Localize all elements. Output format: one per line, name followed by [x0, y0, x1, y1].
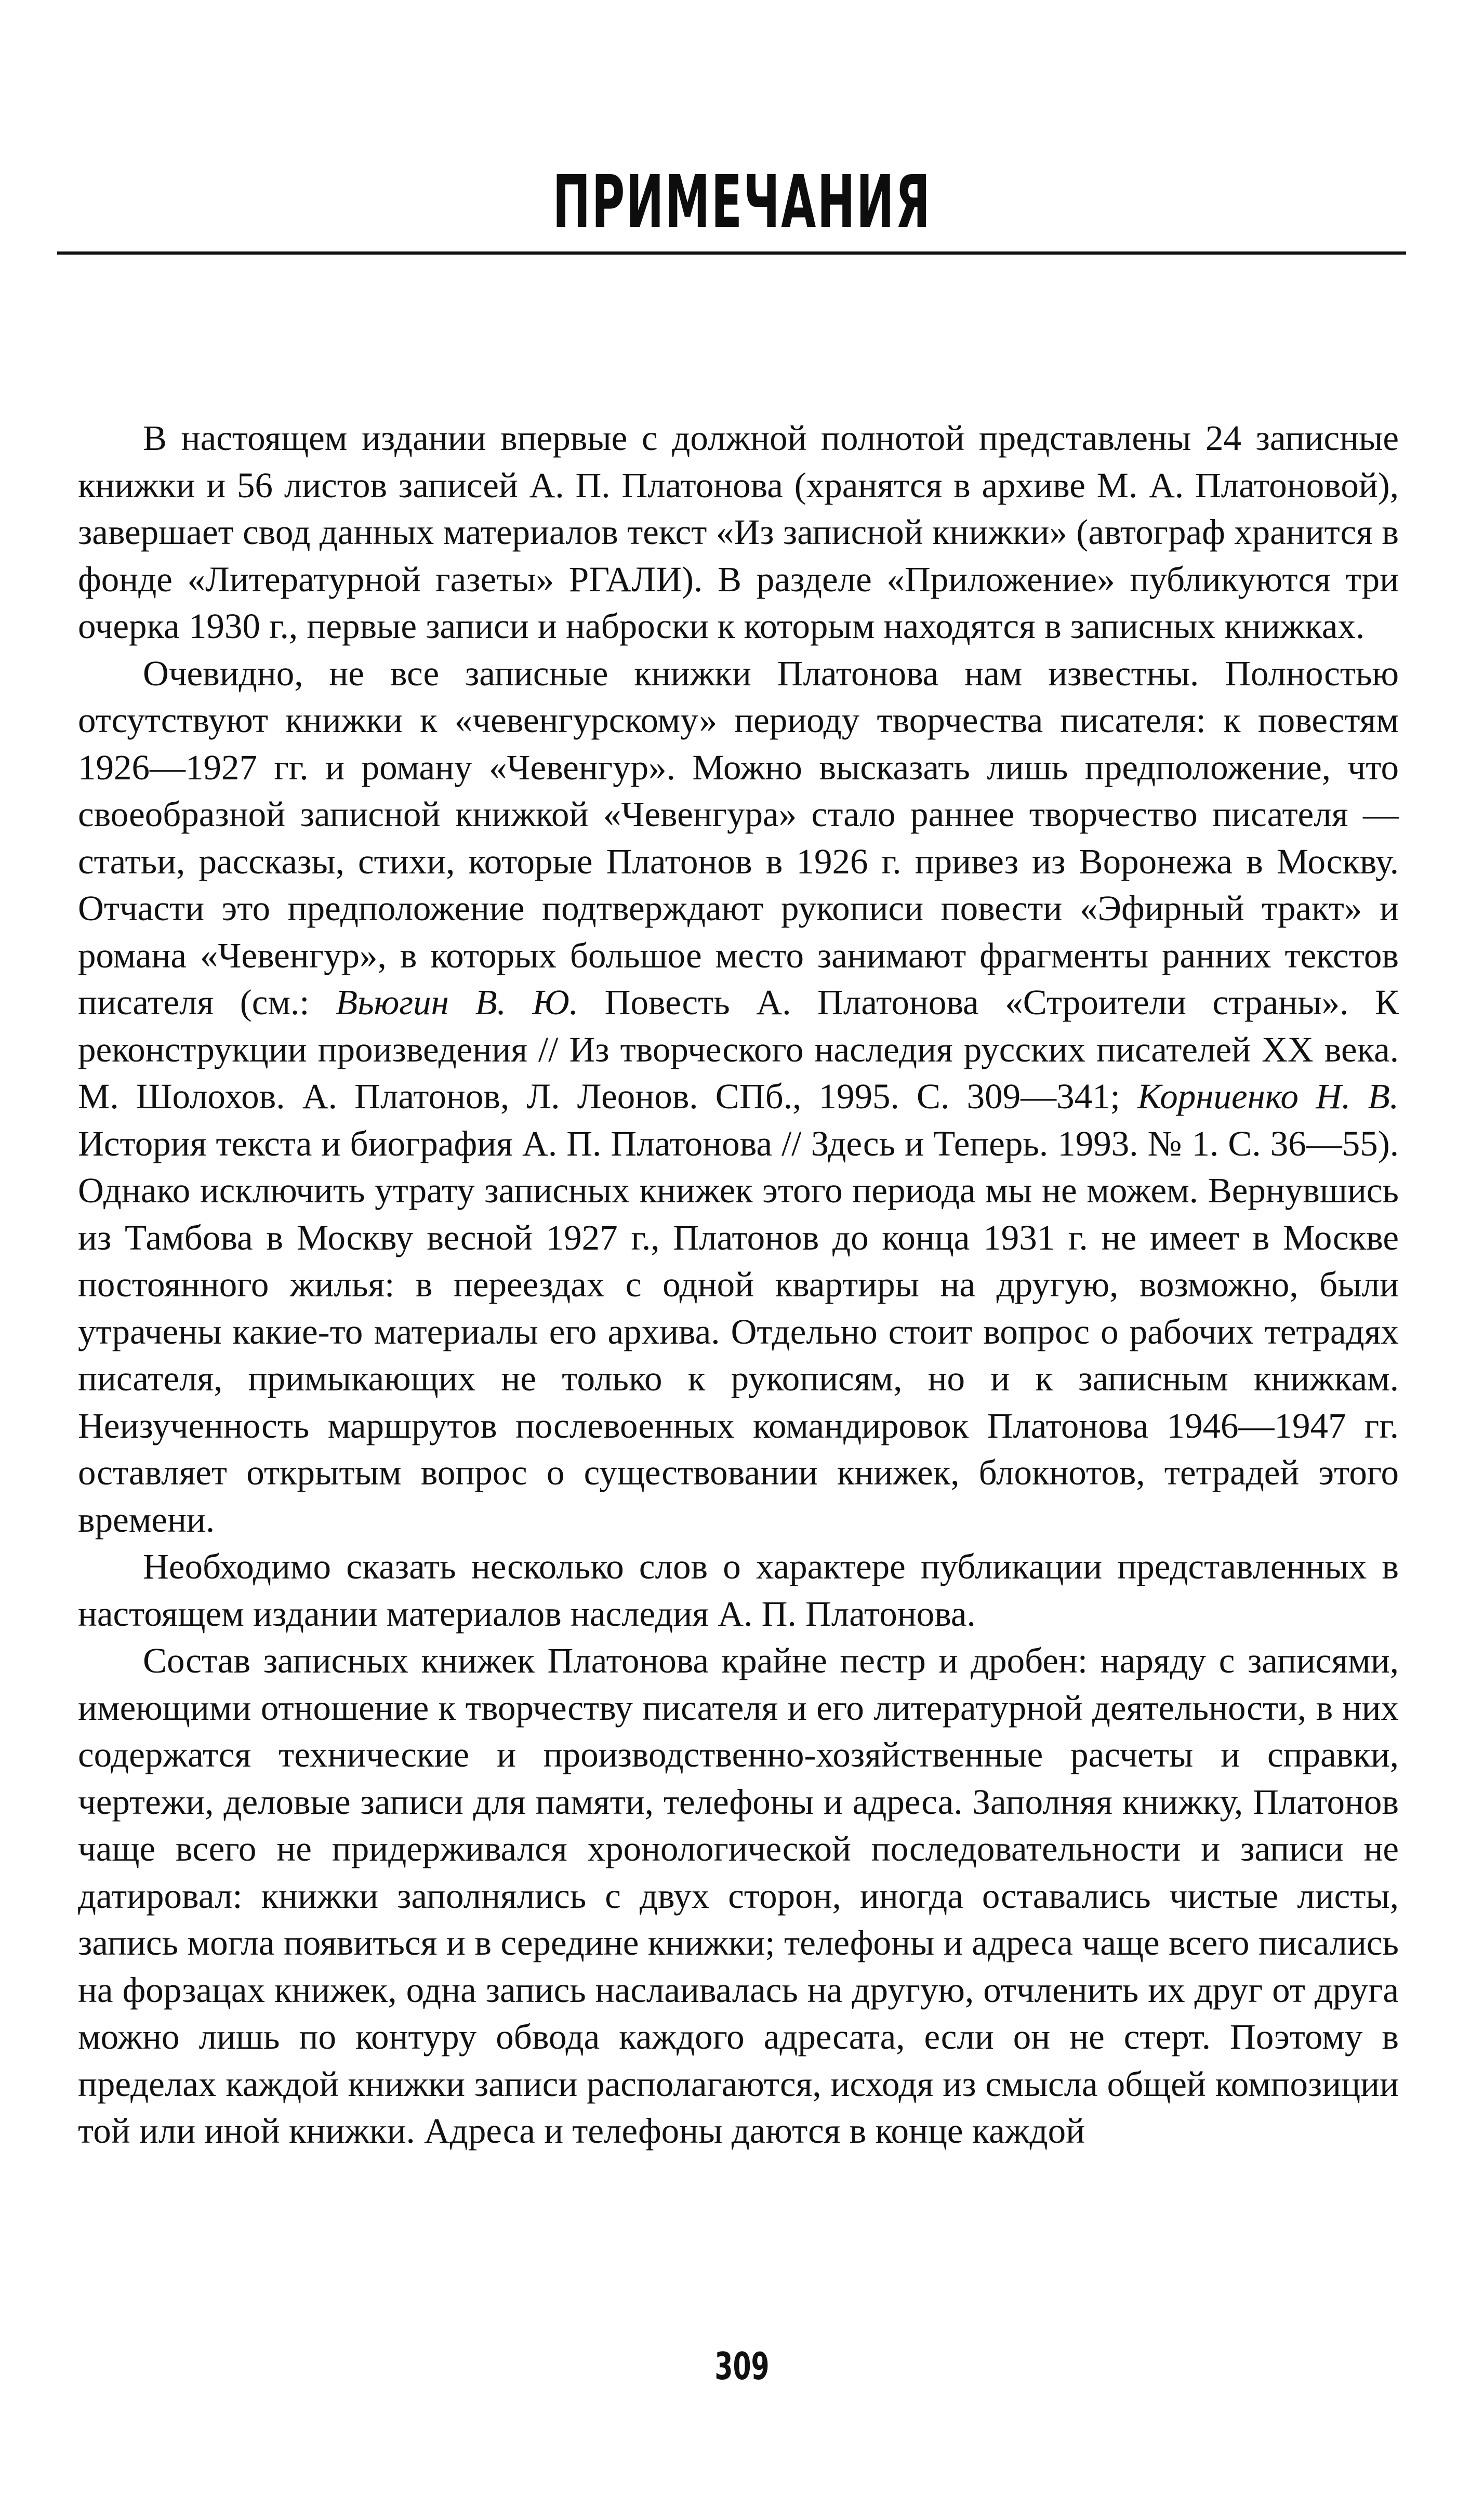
paragraph-2 — [78, 650, 1399, 1544]
body-text — [78, 415, 1399, 2155]
title-rule — [57, 251, 1406, 255]
paragraph-2-part-1: Очевидно, не все записные книжки Платонова нам известны. Полностью отсутствуют книжки к «чевенгурскому» периоду творчества писателя: к повестям 1926—1927 гг. и роману «Чевенгур». Можно высказать лишь предположение, что своеобразной записной книжкой «Чевенгура» стало раннее творчество писателя — статьи, рассказы, стихи, которые Платонов в 1926 г. привез из Воронежа в Москву. Отчасти это предположение подтверждают рукописи повести «Эфирный тракт» и романа «Чевенгур», в которых большое место занимают фрагменты ранних текстов писателя (см.: — [78, 653, 1399, 1022]
paragraph-2-part-3: История текста и биография А. П. Платонова // Здесь и Теперь. 1993. № 1. С. 36—55). Однако исключить утрату записных книжек этого периода мы не можем. Вернувшись из Тамбова в Москву весной 1927 г., Платонов до конца 1931 г. не имеет в Москве постоянного жилья: в переездах с одной квартиры на другую, возможно, были утрачены какие-то материалы его архива. Отдельно стоит вопрос о рабочих тетрадях писателя, примыкающих не только к рукописям, но и к записным книжкам. Неизученность маршрутов послевоенных командировок Платонова 1946—1947 гг. оставляет открытым вопрос о существовании книжек, блокнотов, тетрадей этого времени. — [78, 1123, 1399, 1540]
citation-author-1: Вьюгин В. Ю. — [336, 983, 579, 1022]
paragraph-2-part-2: Повесть А. Платонова «Строители страны». К реконструкции произведения // Из творческого наследия русских писателей XX века. М. Шолохов. А. Платонов, Л. Леонов. СПб., 1995. С. 309—341; — [78, 983, 1399, 1116]
page-title: ПРИМЕЧАНИЯ — [552, 160, 932, 245]
paragraph-1: В настоящем издании впервые с должной полнотой представлены 24 записные книжки и 56 листов записей А. П. Платонова (хранятся в архиве М. А. Платоновой), завершает свод данных материалов текст «Из записной книжки» (автограф хранится в фонде «Литературной газеты» РГАЛИ). В разделе «Приложение» публикуются три очерка 1930 г., первые записи и наброски к которым находятся в записных книжках. — [78, 418, 1399, 646]
citation-author-2: Корниенко Н. В. — [1137, 1077, 1399, 1116]
page-number: 309 — [714, 2344, 770, 2388]
paragraph-4: Состав записных книжек Платонова крайне пестр и дробен: наряду с записями, имеющими отношение к творчеству писателя и его литературной деятельности, в них содержатся технические и производственно-хозяйственные расчеты и справки, чертежи, деловые записи для памяти, телефоны и адреса. Заполняя книжку, Платонов чаще всего не придерживался хронологической последовательности и записи не датировал: книжки заполнялись с двух сторон, иногда оставались чистые листы, запись могла появиться и в середине книжки; телефоны и адреса чаще всего писались на форзацах книжек, одна запись наслаивалась на другую, отчленить их друг от друга можно лишь по контуру обвода каждого адресата, если он не стерт. Поэтому в пределах каждой книжки записи располагаются, исходя из смысла общей композиции той или иной книжки. Адреса и телефоны даются в конце каждой — [78, 1641, 1399, 2151]
paragraph-3: Необходимо сказать несколько слов о характере публикации представленных в настоящем издании материалов наследия А. П. Платонова. — [78, 1547, 1399, 1634]
